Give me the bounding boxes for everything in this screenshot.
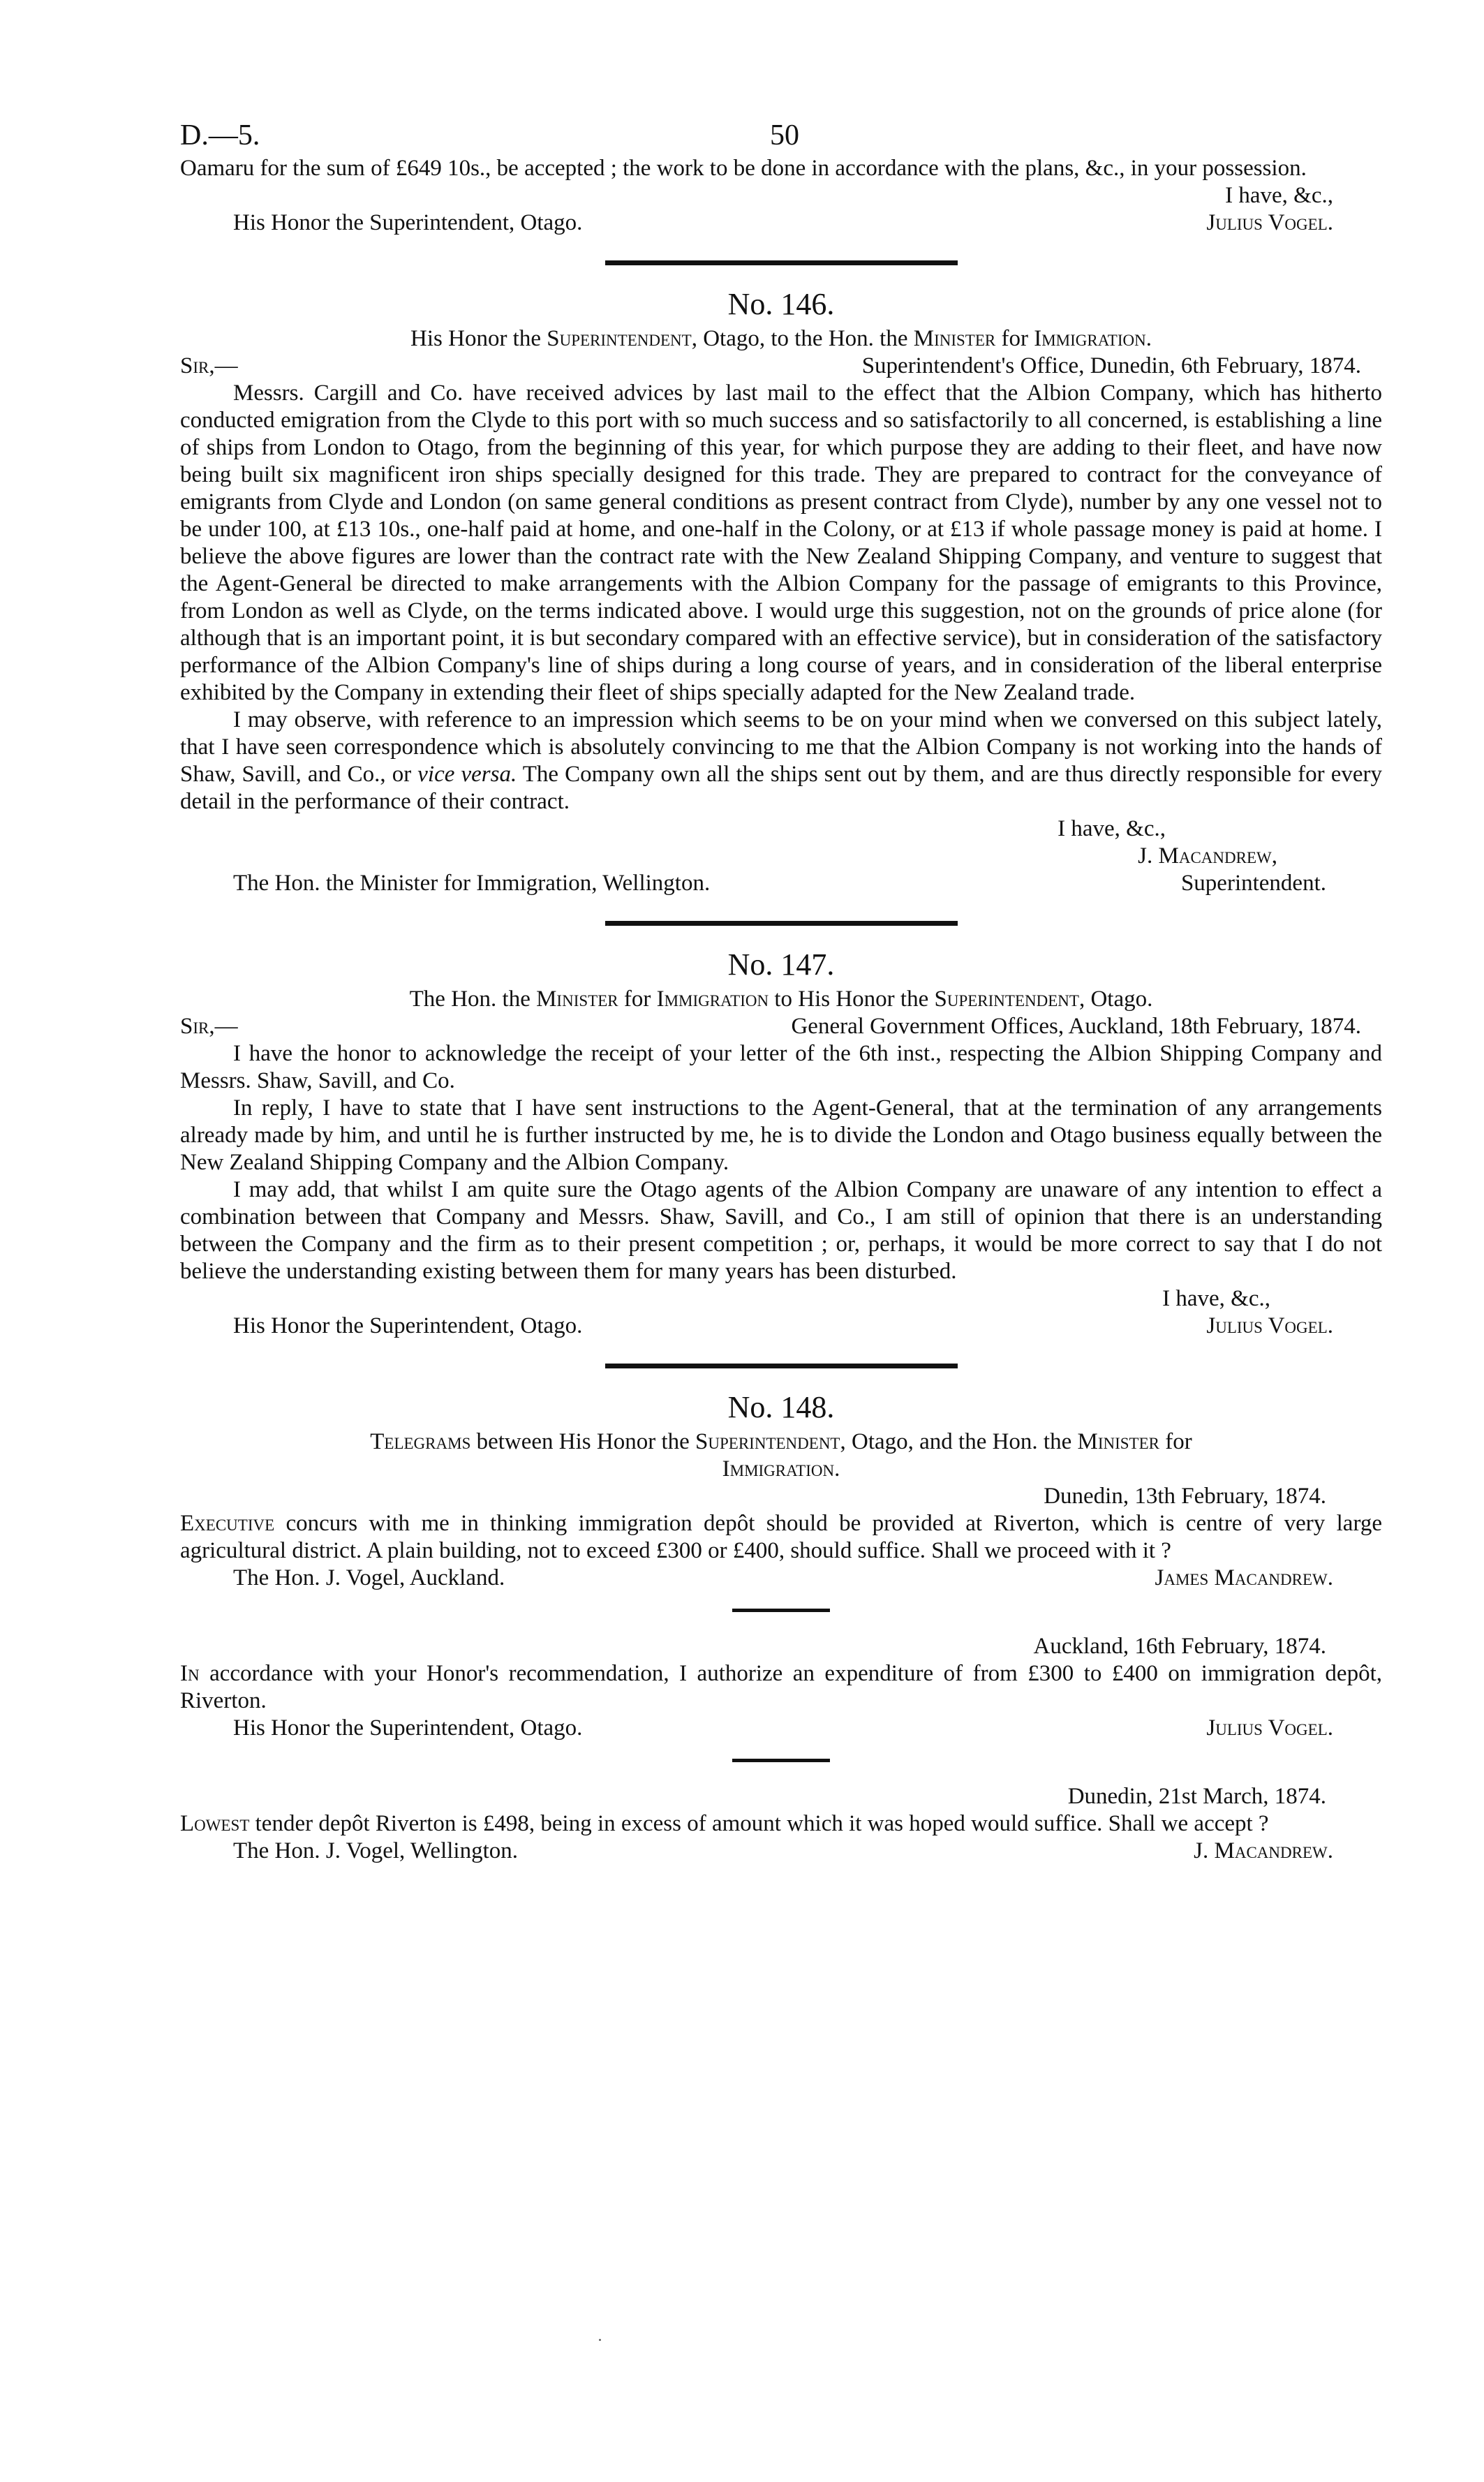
subhead-text: Minister — [1077, 1429, 1160, 1454]
subhead-text: Immigration — [656, 987, 769, 1012]
telegram-3 — [180, 1783, 1382, 1865]
telegram-3-text — [180, 1810, 1382, 1838]
telegram-1-addressee: The Hon. J. Vogel, Auckland. — [233, 1565, 505, 1590]
section-divider — [605, 260, 958, 265]
telegram-2-dateline: Auckland, 16th February, 1874. — [1033, 1634, 1326, 1659]
subhead-text: His Honor the — [410, 326, 547, 351]
print-speck — [599, 2339, 601, 2341]
subhead-text: . — [834, 1456, 840, 1482]
telegram-3-footer — [180, 1838, 1382, 1865]
telegram-divider — [732, 1759, 830, 1762]
letter-148 — [180, 1387, 1382, 1865]
subhead-text: . — [1145, 326, 1152, 351]
subhead-text: Minister — [913, 326, 996, 351]
document-page — [180, 105, 1382, 1865]
previous-letter-signature: Julius Vogel. — [1206, 210, 1333, 235]
subhead-text: for — [1159, 1429, 1192, 1454]
letter-146-closing: I have, &c., — [1058, 816, 1166, 841]
paragraph-text: The Company own all the ships sent out by them, and are thus directly responsible for every detail in the performance of their contract. — [180, 762, 1383, 814]
section-divider — [605, 1364, 958, 1368]
sender-address: Superintendent's Office, Dunedin, 6th February, 1874. — [861, 353, 1361, 378]
subhead-text: , Otago, to the Hon. the — [691, 326, 914, 351]
previous-letter-end — [180, 155, 1382, 237]
telegram-2-text — [180, 1660, 1382, 1715]
page-header — [180, 105, 1382, 154]
telegram-lead-word: In — [180, 1661, 200, 1686]
subhead-text: , Otago. — [1078, 987, 1153, 1012]
telegram-2-addressee: His Honor the Superintendent, Otago. — [233, 1715, 583, 1741]
telegram-1-dateline: Dunedin, 13th February, 1874. — [1044, 1484, 1326, 1509]
telegram-lead-word: Executive — [180, 1511, 275, 1536]
letter-146-paragraph-2 — [180, 707, 1382, 815]
letter-147 — [180, 944, 1382, 1340]
letter-146-subhead — [180, 325, 1382, 353]
previous-letter-footer — [180, 209, 1382, 237]
letter-148-heading: No. 148. — [727, 1390, 835, 1424]
subhead-text: , Otago, and the Hon. the — [840, 1429, 1078, 1454]
letter-146-heading: No. 146. — [727, 287, 835, 321]
page-number: 50 — [770, 119, 799, 152]
letter-146-title: Superintendent. — [1180, 871, 1326, 896]
letter-147-footer — [180, 1313, 1382, 1340]
telegram-body: tender depôt Riverton is £498, being in excess of amount which it was hoped would suffice. Shall we accept ? — [249, 1811, 1269, 1836]
letter-147-heading: No. 147. — [727, 947, 835, 982]
telegram-1-signature: James Macandrew. — [1155, 1565, 1333, 1590]
section-divider — [605, 921, 958, 926]
letter-147-addressee: His Honor the Superintendent, Otago. — [233, 1313, 583, 1338]
telegram-body: accordance with your Honor's recommendation, I authorize an expenditure of from £300 to £400 on immigration depôt, Riverton. — [180, 1661, 1382, 1713]
subhead-text: Immigration — [1034, 326, 1146, 351]
previous-letter-addressee: His Honor the Superintendent, Otago. — [233, 210, 583, 235]
telegram-1-text — [180, 1510, 1382, 1565]
subhead-text: Superintendent — [547, 326, 692, 351]
letter-147-signature: Julius Vogel. — [1206, 1313, 1333, 1338]
letter-147-paragraph-3: I may add, that whilst I am quite sure the Otago agents of the Albion Company are unaware of any intention to effect a combination between that Company and Messrs. Shaw, Savill, and Co., I am still of opinion that there is an understanding between the Company and the firm as to their present competition ; or, perhaps, it would be more correct to say that I do not believe the understanding existing between them for many years has been disturbed. — [180, 1177, 1382, 1284]
letter-147-address-row — [180, 1013, 1382, 1040]
telegram-3-dateline: Dunedin, 21st March, 1874. — [1067, 1784, 1326, 1809]
subhead-text: between His Honor the — [470, 1429, 696, 1454]
previous-letter-text: Oamaru for the sum of £649 10s., be accepted ; the work to be done in accordance with the plans, &c., in your possession. — [180, 156, 1307, 181]
letter-146 — [180, 283, 1382, 897]
previous-letter-closing: I have, &c., — [1225, 183, 1333, 208]
telegram-1 — [180, 1483, 1382, 1592]
subhead-text: The Hon. the — [409, 987, 537, 1012]
telegram-divider — [732, 1609, 830, 1612]
telegram-2-signature: Julius Vogel. — [1206, 1715, 1333, 1741]
subhead-text: Immigration — [722, 1456, 835, 1482]
telegram-3-addressee: The Hon. J. Vogel, Wellington. — [233, 1838, 519, 1863]
telegram-2-footer — [180, 1715, 1382, 1742]
salutation: Sir,— — [180, 353, 238, 378]
subhead-text: for — [618, 987, 657, 1012]
letter-146-signature: J. Macandrew, — [1138, 843, 1277, 869]
telegram-3-signature: J. Macandrew. — [1194, 1838, 1333, 1863]
paragraph-italic: vice versa. — [417, 762, 517, 787]
subhead-text: to His Honor the — [769, 987, 935, 1012]
letter-148-subhead — [180, 1428, 1382, 1483]
telegram-1-footer — [180, 1565, 1382, 1592]
document-reference: D.—5. — [180, 119, 260, 152]
subhead-text: for — [995, 326, 1034, 351]
paragraph-text: I may observe, with reference to an impression which seems to be on your mind when we conversed on this subject lately, that I have seen correspondence which is absolutely convincing to me that the Albion Company is not working into the hands of Shaw, Savill, and Co., or — [180, 707, 1382, 787]
letter-147-paragraph-2: In reply, I have to state that I have sent instructions to the Agent-General, that at the termination of any arrangements already made by him, and until he is further instructed by me, he is to divide the London and Otago business equally between the New Zealand Shipping Company and the Albion Company. — [180, 1095, 1382, 1175]
letter-147-closing: I have, &c., — [1162, 1286, 1270, 1311]
letter-147-subhead — [180, 986, 1382, 1013]
letter-147-paragraph-1: I have the honor to acknowledge the receipt of your letter of the 6th inst., respecting the Albion Shipping Company and Messrs. Shaw, Savill, and Co. — [180, 1041, 1382, 1093]
salutation: Sir,— — [180, 1014, 238, 1039]
letter-146-paragraph-1: Messrs. Cargill and Co. have received advices by last mail to the effect that the Albion Company, which has hitherto conducted emigration from the Clyde to this port with so much success and so satisfactorily to all concerned, is establishing a line of ships from London to Otago, from the beginning of this year, for which purpose they are adding to their fleet, and have now being built six magnificent iron ships specially designed for this trade. They are prepared to contract for the conveyance of emigrants from Clyde and London (on same general conditions as present contract from Clyde), number by any one vessel not to be under 100, at £13 10s., one-half paid at home, and one-half in the Colony, or at £13 if whole passage money is paid at home. I believe the above figures are lower than the contract rate with the New Zealand Shipping Company, and venture to suggest that the Agent-General be directed to make arrangements with the Albion Company for the passage of emigrants to this Province, from London as well as Clyde, on the terms indicated above. I would urge this suggestion, not on the grounds of price alone (for although that is an important point, it is but secondary compared with an effective service), but in consideration of the satisfactory performance of the Albion Company's line of ships during a long course of years, and in consideration of the liberal enterprise exhibited by the Company in extending their fleet of ships specially adapted for the New Zealand trade. — [180, 381, 1382, 705]
letter-146-footer — [180, 870, 1382, 897]
sender-address: General Government Offices, Auckland, 18th February, 1874. — [791, 1014, 1361, 1039]
subhead-text: Minister — [536, 987, 618, 1012]
subhead-text: Telegrams — [370, 1429, 471, 1454]
subhead-text: Superintendent — [695, 1429, 840, 1454]
letter-146-address-row — [180, 353, 1382, 380]
subhead-text: Superintendent — [934, 987, 1079, 1012]
telegram-body: concurs with me in thinking immigration depôt should be provided at Riverton, which is centre of very large agricultural district. A plain building, not to exceed £300 or £400, should suffice. Shall we proceed with it ? — [180, 1511, 1382, 1563]
letter-146-addressee: The Hon. the Minister for Immigration, Wellington. — [233, 871, 711, 896]
telegram-2 — [180, 1633, 1382, 1742]
telegram-lead-word: Lowest — [180, 1811, 250, 1836]
